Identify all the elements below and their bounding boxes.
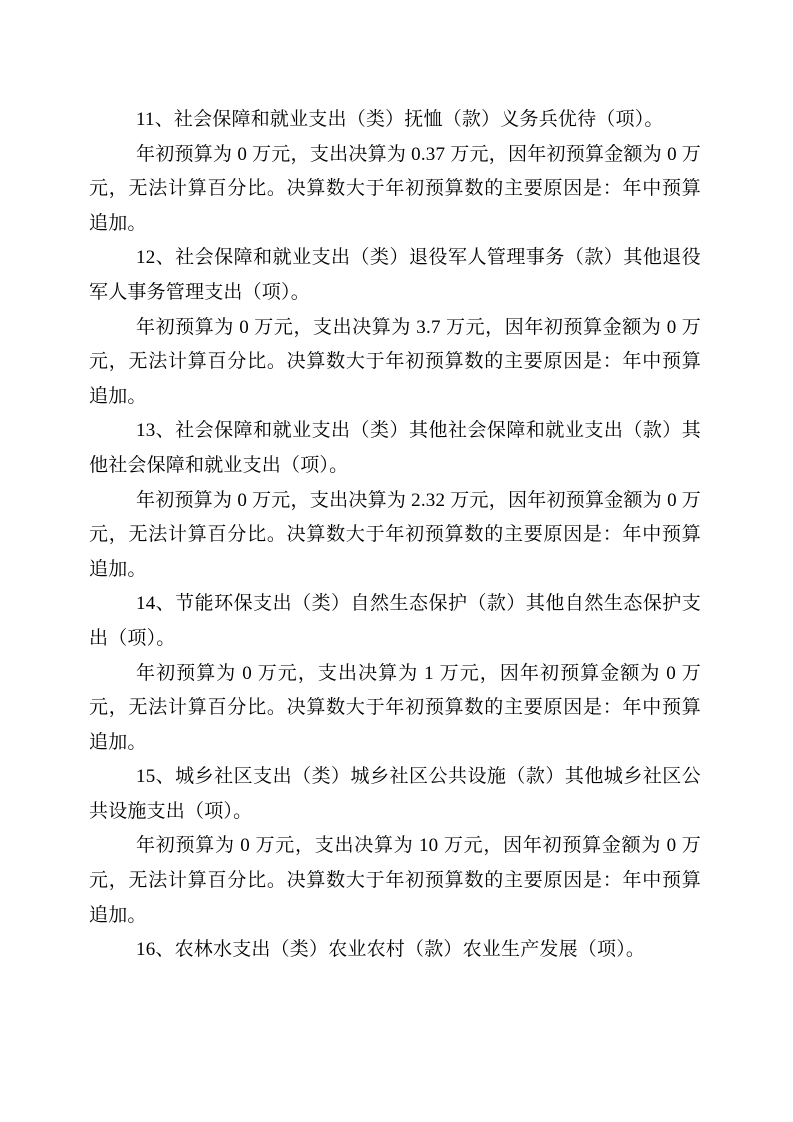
paragraph-item-11-title: 11、社会保障和就业支出（类）抚恤（款）义务兵优待（项）。 bbox=[136, 109, 664, 130]
document-body bbox=[89, 103, 701, 968]
paragraph-item-13-title: 13、社会保障和就业支出（类）其他社会保障和就业支出（款）其他社会保障和就业支出（项）。 bbox=[89, 420, 701, 476]
paragraph-item-12-detail: 年初预算为 0 万元，支出决算为 3.7 万元，因年初预算金额为 0 万元，无法计算百分比。决算数大于年初预算数的主要原因是：年中预算追加。 bbox=[89, 316, 701, 407]
paragraph-item-14-detail: 年初预算为 0 万元，支出决算为 1 万元，因年初预算金额为 0 万元，无法计算百分比。决算数大于年初预算数的主要原因是：年中预算追加。 bbox=[89, 662, 701, 753]
paragraph-item-15-title: 15、城乡社区支出（类）城乡社区公共设施（款）其他城乡社区公共设施支出（项）。 bbox=[89, 766, 701, 822]
paragraph-item-11-detail: 年初预算为 0 万元，支出决算为 0.37 万元，因年初预算金额为 0 万元，无法计算百分比。决算数大于年初预算数的主要原因是：年中预算追加。 bbox=[89, 143, 701, 234]
paragraph-item-14-title: 14、节能环保支出（类）自然生态保护（款）其他自然生态保护支出（项）。 bbox=[89, 593, 701, 649]
paragraph-item-12-title: 12、社会保障和就业支出（类）退役军人管理事务（款）其他退役军人事务管理支出（项）。 bbox=[89, 247, 701, 303]
paragraph-item-15-detail: 年初预算为 0 万元，支出决算为 10 万元，因年初预算金额为 0 万元，无法计算百分比。决算数大于年初预算数的主要原因是：年中预算追加。 bbox=[89, 835, 701, 926]
paragraph-item-16-title: 16、农林水支出（类）农业农村（款）农业生产发展（项）。 bbox=[136, 939, 646, 961]
paragraph-item-13-detail: 年初预算为 0 万元，支出决算为 2.32 万元，因年初预算金额为 0 万元，无法计算百分比。决算数大于年初预算数的主要原因是：年中预算追加。 bbox=[89, 489, 701, 580]
